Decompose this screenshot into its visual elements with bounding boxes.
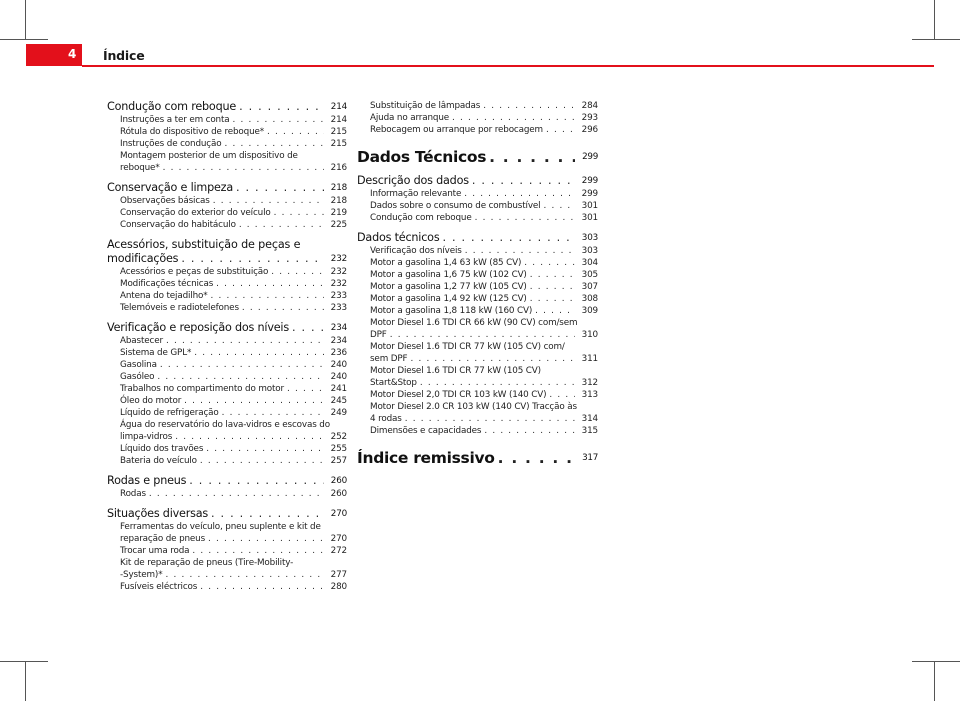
toc-entry-title: Líquido dos travões: [120, 444, 204, 454]
toc-entry-title: Bateria do veículo: [120, 456, 197, 466]
dot-leader: [213, 195, 324, 207]
dot-leader: [420, 377, 575, 389]
toc-entry-title: Rótula do dispositivo de reboque*: [120, 127, 265, 137]
toc-entry-title: Descrição dos dados: [357, 174, 469, 187]
dot-leader: [184, 395, 324, 407]
toc-entry-title: Motor a gasolina 1,4 92 kW (125 CV): [370, 294, 527, 304]
crop-mark: [25, 661, 26, 701]
dot-leader: [239, 100, 324, 114]
toc-page-number: 293: [581, 113, 598, 123]
dot-leader: [189, 474, 324, 488]
toc-page-number: 216: [330, 163, 347, 173]
dot-leader: [239, 219, 324, 231]
dot-leader: [194, 347, 324, 359]
toc-entry[interactable]: [357, 425, 598, 437]
toc-entry-title: Start&Stop: [370, 378, 417, 388]
toc-entry[interactable]: [107, 114, 347, 126]
toc-entry[interactable]: [107, 557, 347, 581]
toc-page-number: 219: [330, 208, 347, 218]
toc-chapter[interactable]: [357, 174, 598, 188]
toc-page-number: 233: [330, 291, 347, 301]
toc-part[interactable]: [357, 449, 598, 468]
dot-leader: [192, 545, 324, 557]
toc-entry-title: Verificação e reposição dos níveis: [107, 321, 289, 334]
toc-entry[interactable]: [357, 389, 598, 401]
toc-entry-title: reparação de pneus: [120, 534, 206, 544]
toc-page-number: 296: [581, 125, 598, 135]
toc-entry-title: Telemóveis e radiotelefones: [120, 303, 239, 313]
dot-leader: [160, 359, 324, 371]
toc-chapter[interactable]: [107, 474, 347, 488]
toc-entry-title: Antena do tejadilho*: [120, 291, 208, 301]
toc-entry-title: Situações diversas: [107, 507, 209, 520]
toc-chapter[interactable]: [107, 321, 347, 335]
dot-leader: [498, 449, 575, 468]
toc-entry-title: Rebocagem ou arranque por rebocagem: [370, 125, 543, 135]
toc-entry-title: Motor Diesel 2,0 TDI CR 103 kW (140 CV): [370, 390, 547, 400]
toc-entry-title: Observações básicas: [120, 196, 210, 206]
toc-entry[interactable]: [107, 207, 347, 219]
dot-leader: [465, 245, 575, 257]
toc-entry[interactable]: [107, 488, 347, 500]
toc-page-number: 234: [330, 323, 347, 333]
toc-page-number: 232: [330, 279, 347, 289]
crop-mark: [934, 661, 935, 701]
toc-entry-lead: Kit de reparação de pneus (Tire-Mobility-: [120, 558, 294, 568]
toc-entry[interactable]: [107, 383, 347, 395]
toc-entry[interactable]: [107, 302, 347, 314]
toc-entry-title: sem DPF: [370, 354, 408, 364]
dot-leader: [464, 188, 575, 200]
toc-page-number: 303: [581, 233, 598, 243]
toc-page-number: 218: [330, 196, 347, 206]
toc-entry-title: Substituição de lâmpadas: [370, 101, 481, 111]
toc-entry[interactable]: [357, 257, 598, 269]
toc-entry[interactable]: [107, 419, 347, 443]
toc-entry-lead: Acessórios, substituição de peças e: [107, 238, 301, 251]
dot-leader: [472, 174, 575, 188]
toc-chapter[interactable]: [107, 238, 347, 266]
dot-leader: [236, 181, 324, 195]
toc-entry-title: Dados técnicos: [357, 231, 440, 244]
toc-entry[interactable]: [107, 138, 347, 150]
toc-entry-title: Dimensões e capacidades: [370, 426, 482, 436]
toc-entry-title: Conservação do exterior do veículo: [120, 208, 271, 218]
toc-entry[interactable]: [107, 266, 347, 278]
dot-leader: [405, 413, 575, 425]
crop-mark: [0, 661, 48, 662]
toc-entry-title: Ajuda no arranque: [370, 113, 450, 123]
toc-page-number: 308: [581, 294, 598, 304]
toc-page-number: 257: [330, 456, 347, 466]
crop-mark: [25, 0, 26, 40]
toc-entry-title: Rodas e pneus: [107, 474, 187, 487]
toc-entry-title: Motor a gasolina 1,6 75 kW (102 CV): [370, 270, 527, 280]
toc-page-number: 299: [582, 152, 598, 162]
toc-entry[interactable]: [107, 407, 347, 419]
toc-entry-title: Abastecer: [120, 336, 163, 346]
toc-entry-title: Motor a gasolina 1,4 63 kW (85 CV): [370, 258, 522, 268]
dot-leader: [410, 353, 575, 365]
toc-entry-lead: Ferramentas do veículo, pneu suplente e kit de: [120, 522, 321, 532]
toc-page-number: 312: [581, 378, 598, 388]
toc-page-number: 236: [330, 348, 347, 358]
toc-page-number: 215: [330, 127, 347, 137]
toc-entry-title: Modificações técnicas: [120, 279, 214, 289]
dot-leader: [271, 266, 324, 278]
crop-mark: [934, 0, 935, 40]
toc-entry-title: reboque*: [120, 163, 160, 173]
toc-entry[interactable]: [357, 365, 598, 389]
toc-entry-title: 4 rodas: [370, 414, 402, 424]
toc-page-number: 301: [581, 213, 598, 223]
toc-chapter[interactable]: [107, 100, 347, 114]
toc-page-number: 280: [330, 582, 347, 592]
toc-entry-title: Sistema de GPL*: [120, 348, 192, 358]
dot-leader: [165, 569, 324, 581]
toc-entry[interactable]: [357, 401, 598, 425]
dot-leader: [222, 407, 324, 419]
toc-chapter[interactable]: [107, 507, 347, 521]
toc-entry-title: Dados sobre o consumo de combustível: [370, 201, 541, 211]
toc-page-number: 225: [330, 220, 347, 230]
toc-entry-lead: Motor Diesel 2.0 CR 103 kW (140 CV) Tracção às: [370, 402, 577, 412]
toc-entry[interactable]: [107, 581, 347, 593]
toc-entry-title: Líquido de refrigeração: [120, 408, 219, 418]
toc-entry-lead: Motor Diesel 1.6 TDI CR 77 kW (105 CV) com/: [370, 342, 565, 352]
toc-entry[interactable]: [107, 150, 347, 174]
toc-entry[interactable]: [107, 395, 347, 407]
toc-page-number: 315: [581, 426, 598, 436]
toc-entry-lead: Água do reservatório do lava-vidros e escovas do: [120, 420, 330, 430]
dot-leader: [390, 329, 575, 341]
header-rule: [82, 65, 934, 67]
dot-leader: [489, 148, 575, 167]
toc-page-number: 311: [581, 354, 598, 364]
dot-leader: [452, 112, 575, 124]
toc-entry[interactable]: [107, 521, 347, 545]
crop-mark: [912, 39, 960, 40]
toc-entry[interactable]: [107, 290, 347, 302]
dot-leader: [530, 293, 575, 305]
toc-page-number: 232: [330, 267, 347, 277]
toc-entry[interactable]: [107, 219, 347, 231]
toc-page-number: 215: [330, 139, 347, 149]
toc-entry-title: Gasóleo: [120, 372, 155, 382]
dot-leader: [206, 443, 324, 455]
dot-leader: [546, 124, 575, 136]
toc-entry-title: Motor a gasolina 1,2 77 kW (105 CV): [370, 282, 527, 292]
toc-entry-title: Condução com reboque: [107, 100, 237, 113]
toc-entry-title: -System)*: [120, 570, 163, 580]
toc-page-number: 299: [581, 176, 598, 186]
toc-entry-title: Trocar uma roda: [120, 546, 190, 556]
dot-leader: [181, 252, 324, 266]
dot-leader: [233, 114, 324, 126]
dot-leader: [524, 257, 575, 269]
dot-leader: [267, 126, 324, 138]
toc-entry-title: Acessórios e peças de substituição: [120, 267, 269, 277]
toc-entry-title: Motor a gasolina 1,8 118 kW (160 CV): [370, 306, 533, 316]
toc-page-number: 233: [330, 303, 347, 313]
crop-mark: [0, 39, 48, 40]
toc-entry-lead: Motor Diesel 1.6 TDI CR 66 kW (90 CV) com/sem: [370, 318, 578, 328]
toc-page-number: 214: [330, 102, 347, 112]
dot-leader: [216, 278, 324, 290]
toc-column-right: [357, 100, 598, 474]
dot-leader: [274, 207, 324, 219]
toc-page-number: 305: [581, 270, 598, 280]
toc-entry[interactable]: [357, 281, 598, 293]
toc-entry[interactable]: [357, 293, 598, 305]
toc-page-number: 310: [581, 330, 598, 340]
dot-leader: [200, 455, 324, 467]
dot-leader: [242, 302, 324, 314]
page-number: 4: [68, 47, 77, 61]
toc-page-number: 240: [330, 360, 347, 370]
toc-entry-title: Gasolina: [120, 360, 157, 370]
dot-leader: [475, 212, 575, 224]
toc-entry[interactable]: [107, 359, 347, 371]
toc-entry-title: limpa-vidros: [120, 432, 173, 442]
toc-page-number: 304: [581, 258, 598, 268]
toc-page-number: 303: [581, 246, 598, 256]
crop-mark: [912, 661, 960, 662]
toc-entry[interactable]: [107, 278, 347, 290]
toc-entry-title: Instruções de condução: [120, 139, 222, 149]
toc-page-number: 307: [581, 282, 598, 292]
toc-page-number: 260: [330, 476, 347, 486]
toc-entry[interactable]: [357, 188, 598, 200]
dot-leader: [483, 100, 575, 112]
toc-entry-title: Trabalhos no compartimento do motor: [120, 384, 284, 394]
dot-leader: [149, 488, 324, 500]
toc-entry-title: Verificação dos níveis: [370, 246, 462, 256]
dot-leader: [166, 335, 324, 347]
toc-entry[interactable]: [357, 112, 598, 124]
toc-entry-title: Índice remissivo: [357, 449, 495, 467]
toc-page-number: 270: [330, 534, 347, 544]
toc-entry-title: modificações: [107, 252, 179, 265]
toc-entry[interactable]: [107, 195, 347, 207]
toc-entry[interactable]: [357, 341, 598, 365]
toc-page-number: 218: [330, 183, 347, 193]
dot-leader: [211, 290, 324, 302]
toc-entry-lead: Montagem posterior de um dispositivo de: [120, 151, 298, 161]
toc-page-number: 255: [330, 444, 347, 454]
dot-leader: [200, 581, 324, 593]
toc-entry[interactable]: [107, 371, 347, 383]
toc-entry[interactable]: [107, 455, 347, 467]
toc-column-left: [107, 100, 347, 593]
toc-page-number: 309: [581, 306, 598, 316]
dot-leader: [530, 281, 575, 293]
toc-page-number: 245: [330, 396, 347, 406]
dot-leader: [543, 200, 575, 212]
dot-leader: [535, 305, 575, 317]
dot-leader: [549, 389, 575, 401]
toc-page-number: 314: [581, 414, 598, 424]
toc-entry[interactable]: [357, 100, 598, 112]
toc-entry-title: Fusíveis eléctricos: [120, 582, 198, 592]
dot-leader: [530, 269, 575, 281]
toc-entry-title: Instruções a ter em conta: [120, 115, 230, 125]
toc-page-number: 232: [330, 254, 347, 264]
toc-page-number: 260: [330, 489, 347, 499]
dot-leader: [175, 431, 324, 443]
toc-entry-title: DPF: [370, 330, 387, 340]
toc-page-number: 270: [330, 509, 347, 519]
dot-leader: [292, 321, 324, 335]
toc-page-number: 317: [582, 453, 598, 463]
toc-entry[interactable]: [357, 212, 598, 224]
toc-page-number: 241: [330, 384, 347, 394]
toc-page-number: 252: [330, 432, 347, 442]
toc-entry-title: Informação relevante: [370, 189, 462, 199]
toc-page-number: 299: [581, 189, 598, 199]
toc-entry-title: Conservação do habitáculo: [120, 220, 236, 230]
toc-part[interactable]: [357, 148, 598, 167]
dot-leader: [163, 162, 324, 174]
dot-leader: [157, 371, 324, 383]
toc-chapter[interactable]: [357, 231, 598, 245]
toc-entry[interactable]: [357, 200, 598, 212]
page-title: Índice: [103, 48, 145, 63]
toc-page-number: 234: [330, 336, 347, 346]
toc-entry[interactable]: [107, 347, 347, 359]
toc-entry-title: Condução com reboque: [370, 213, 472, 223]
toc-page-number: 214: [330, 115, 347, 125]
toc-entry[interactable]: [357, 124, 598, 136]
toc-entry[interactable]: [107, 443, 347, 455]
toc-page-number: 249: [330, 408, 347, 418]
toc-entry[interactable]: [107, 545, 347, 557]
toc-entry-title: Óleo do motor: [120, 396, 182, 406]
toc-entry[interactable]: [357, 245, 598, 257]
toc-entry-title: Dados Técnicos: [357, 148, 487, 166]
dot-leader: [208, 533, 324, 545]
toc-page-number: 272: [330, 546, 347, 556]
toc-page-number: 301: [581, 201, 598, 211]
toc-entry-title: Rodas: [120, 489, 146, 499]
toc-entry[interactable]: [357, 305, 598, 317]
dot-leader: [484, 425, 575, 437]
toc-entry[interactable]: [107, 126, 347, 138]
toc-page-number: 240: [330, 372, 347, 382]
toc-entry[interactable]: [107, 335, 347, 347]
dot-leader: [287, 383, 324, 395]
toc-entry[interactable]: [357, 317, 598, 341]
toc-page-number: 313: [581, 390, 598, 400]
toc-chapter[interactable]: [107, 181, 347, 195]
toc-entry-lead: Motor Diesel 1.6 TDI CR 77 kW (105 CV): [370, 366, 541, 376]
dot-leader: [442, 231, 575, 245]
toc-page-number: 284: [581, 101, 598, 111]
dot-leader: [211, 507, 324, 521]
toc-page-number: 277: [330, 570, 347, 580]
toc-entry[interactable]: [357, 269, 598, 281]
dot-leader: [224, 138, 324, 150]
toc-entry-title: Conservação e limpeza: [107, 181, 234, 194]
